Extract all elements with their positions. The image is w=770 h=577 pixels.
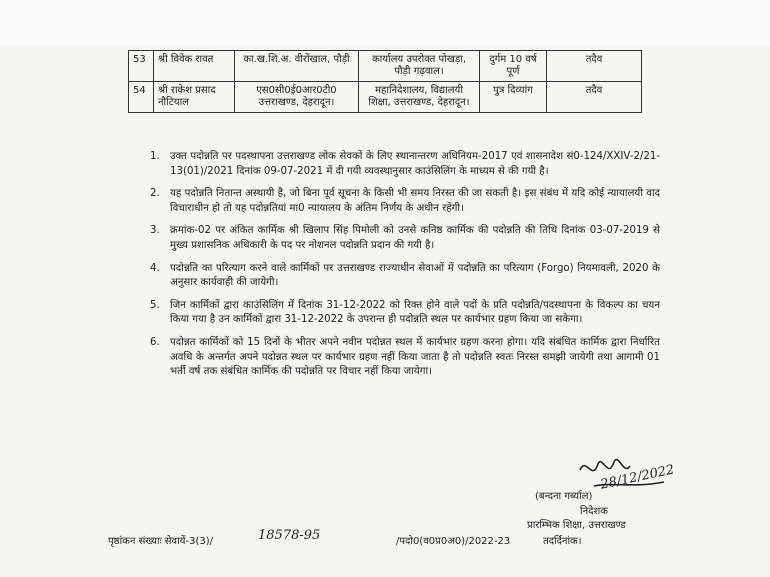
page-top-margin — [0, 0, 770, 46]
category: पुत्र दिव्यांग — [480, 82, 547, 113]
note-item — [150, 187, 660, 216]
note-text: उक्त पदोन्नति पर पदस्थापना उत्तराखण्ड लोक सेवकों के लिए स्थानान्तरण अधिनियम-2017 एवं शासनादेश सं0-124/XXIV-2/21-13(01)/2021 दिनांक 09-07-2021 में दी गयी व्यवस्थानुसार काउंसिलिंग के माध्यम से की गयी है। — [170, 151, 660, 177]
category: दुर्गम 10 वर्ष पूर्ण — [480, 51, 547, 82]
row-number: 53 — [129, 51, 154, 82]
employee-name: श्री विवेक रावत — [154, 51, 235, 82]
note-item — [150, 299, 660, 328]
current-posting: एस0सी0ई0आर0टी0 उत्तराखण्ड, देहरादून। — [235, 82, 359, 113]
endorsement-date: तदर्दिनांक। — [543, 536, 582, 547]
note-number: 1. — [150, 151, 160, 162]
table-row — [129, 51, 642, 82]
note-text: पदोन्नत कार्मिकों को 15 दिनों के भीतर अपने नवीन पदोन्नत स्थल में कार्यभार ग्रहण करना होगा। यदि संबंधित कार्मिक द्वारा निर्धारित अवधि के अन्तर्गत अपने पदोन्नत स्थल पर कार्यभार ग्रहण नहीं किया जाता है तो पदोन्नति स्वतः निरस्त समझी जायेगी तथा आगामी 01 भर्ती वर्ष तक संबंधित कार्मिक की पदोन्नति पर विचार नहीं किया जायेगा। — [170, 336, 660, 378]
note-number: 6. — [150, 336, 160, 348]
handwritten-endorsement-number: 18578-95 — [258, 528, 321, 543]
promotion-table — [128, 50, 642, 113]
signatory-designation: निदेशक — [580, 506, 608, 517]
note-number: 3. — [150, 225, 160, 237]
new-posting: कार्यालय उपरोक्त पोखड़ा, पौड़ी गढ़वाल। — [359, 51, 480, 82]
note-text: जिन कार्मिकों द्वारा काउंसिलिंग में दिनांक 31-12-2022 को रिक्त होने वाले पदों के प्रति पदोन्नति/पदस्थापना के विकल्प का चयन किया गया है उन कार्मिकों द्वारा 31-12-2022 के उपरान्त ही पदोन्नति स्थल पर कार्यभार ग्रहण किया जा सकेगा। — [170, 299, 660, 326]
note-text: क्रमांक-02 पर अंकित कार्मिक श्री खिलाप सिंह पिमोली को उनसे कनिष्ठ कार्मिक की पदोन्नति की तिथि दिनांक 03-07-2019 से मुख्य प्रशासनिक अधिकारी के पद पर नोशनल पदोन्नति प्रदान की गयी है। — [170, 225, 660, 251]
signatory-name: (बन्दना गर्ब्याल) — [535, 491, 593, 502]
note-item — [150, 262, 660, 291]
current-posting: का.ख.शि.अ. वीरोंखाल, पौड़ी — [235, 51, 359, 82]
note-number: 4. — [150, 262, 160, 274]
signatory-office: प्रारम्भिक शिक्षा, उत्तराखण्ड — [527, 520, 626, 531]
handwritten-date: 28/12/2022 — [599, 462, 676, 493]
remark: तदैव — [547, 82, 642, 113]
note-text: यह पदोन्नति नितान्त अस्थायी है, जो बिना पूर्व सूचना के किसी भी समय निरस्त की जा सकती है। इस संबंध में यदि कोई न्यायालयी वाद विचाराधीन हो तो यह पदोन्नतियां मा0 न्यायालय के अंतिम निर्णय के अधीन रहेंगी। — [170, 188, 660, 214]
note-item — [150, 224, 660, 253]
notes-list — [150, 150, 660, 388]
note-item — [150, 150, 660, 179]
row-number: 54 — [129, 82, 154, 113]
note-item — [150, 336, 660, 380]
remark: तदैव — [547, 51, 642, 82]
note-text: पदोन्नति का परित्याग करने वाले कार्मिकों पर उत्तराखण्ड राज्याधीन सेवाओं में पदोन्नति का परित्याग (Forgo) नियमावली, 2020 के अनुसार कार्यवाही की जायेगी। — [170, 262, 660, 289]
endorsement-label: पृष्ठांकन संख्याः सेवायें-3(3)/ — [108, 536, 213, 547]
new-posting: महानिदेशालय, विद्यालयी शिक्षा, उत्तराखण्ड, देहरादून। — [359, 82, 480, 113]
note-number: 5. — [150, 299, 160, 311]
note-number: 2. — [150, 188, 160, 200]
endorsement-reference: /पदो0(व0प्र0अ0)/2022-23 — [396, 536, 511, 547]
table-row — [129, 82, 642, 113]
employee-name: श्री राकेश प्रसाद नौटियाल — [154, 82, 235, 113]
